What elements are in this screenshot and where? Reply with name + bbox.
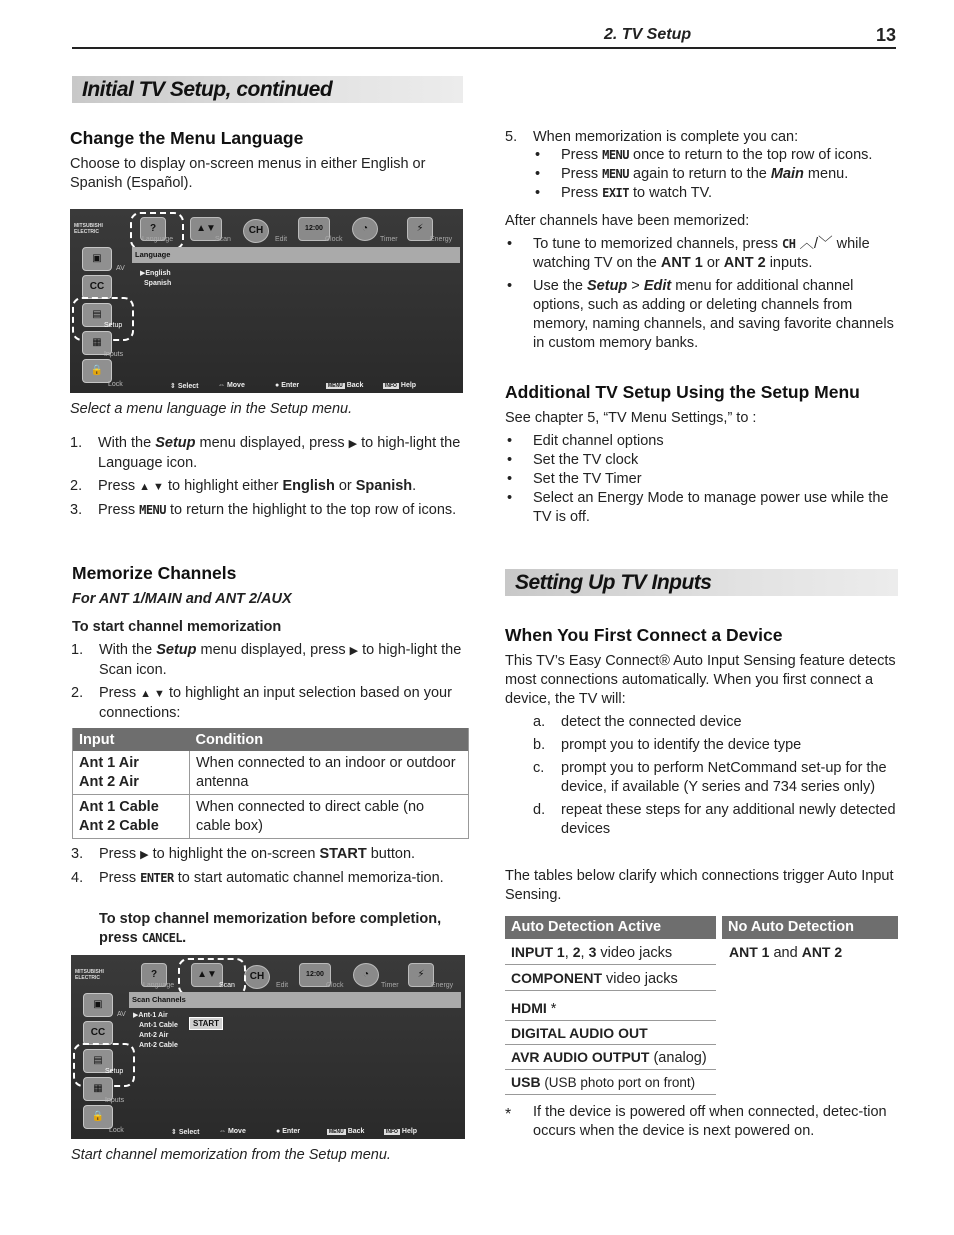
connect-steps (533, 713, 900, 843)
list-item: a. detect the connected device (533, 714, 742, 730)
timer-icon: ◔ (352, 217, 378, 241)
highlight-language (130, 212, 184, 250)
option-english: ▶English (140, 270, 171, 277)
right-arrow-icon: ▶ (140, 849, 149, 861)
up-down-arrow-icon: ▲ ▼ (139, 481, 164, 493)
memorize-step-1: 1. With the Setup menu displayed, press ▶ to high-light the Scan icon. (71, 642, 462, 678)
caption-language: Select a menu language in the Setup menu. (70, 401, 353, 417)
top-label-language: Language (142, 236, 174, 243)
table-row: COMPONENT video jacks (505, 965, 716, 991)
cell-condition: When connected to an indoor or outdoor antenna (190, 751, 469, 795)
cell-input: Ant 1 Air Ant 2 Air (73, 751, 190, 795)
footer-move: ⇔ Move (218, 382, 245, 389)
memorize-steps-a (71, 641, 466, 727)
list-item: • Set the TV clock (507, 452, 639, 468)
table-row (73, 795, 469, 839)
language-steps (70, 434, 465, 524)
side-label-setup: Setup (104, 322, 123, 329)
list-item: b. prompt you to identify the device type (533, 737, 802, 753)
section-banner-initial-setup: Initial TV Setup, continued (72, 76, 463, 103)
scan-channels-bar: Scan Channels (129, 992, 461, 1008)
footnote: If the device is powered off when connected, detec-tion occurs when the device is next powered on. (533, 1104, 887, 1139)
option-ant1-air: ▶Ant-1 Air (133, 1012, 168, 1019)
language-bar: Language (132, 247, 460, 263)
table-row: DIGITAL AUDIO OUT (505, 1021, 716, 1045)
right-arrow-icon: ▶ (349, 645, 359, 657)
cc-icon: CC (82, 275, 112, 299)
table-row: USB (USB photo port on front) (505, 1070, 716, 1095)
language-step-3: 3. Press MENU to return the highlight to the top row of icons. (70, 502, 457, 518)
side-label-lock: Lock (109, 1127, 124, 1134)
edit-icon: CH (244, 965, 270, 989)
timer-icon: ◔ (353, 963, 379, 987)
memorize-step-2: 2. Press ▲ ▼ to highlight an input selection based on your connections: (71, 685, 452, 721)
memorize-step-4: 4. Press ENTER to start automatic channel memoriza-tion. (71, 870, 444, 886)
list-item: • Select an Energy Mode to manage power use while the TV is off. (507, 490, 889, 525)
inputs-icon: ▦ (82, 331, 112, 355)
side-label-setup: Setup (105, 1068, 124, 1075)
option-ant2-air: Ant-2 Air (139, 1032, 169, 1039)
language-icon: ? (140, 217, 166, 241)
header-no-auto-detection: No Auto Detection (722, 916, 898, 939)
setup-menu-language-screenshot (70, 209, 463, 393)
stop-memorization-note: To stop channel memorization before completion, press CANCEL. (99, 911, 442, 946)
memorize-steps-b (71, 845, 466, 892)
footer-enter: ● Enter (275, 382, 300, 389)
top-label-scan: Scan (215, 236, 231, 243)
cell-condition: When connected to direct cable (no cable box) (190, 795, 469, 839)
scan-icon: ▲▼ (190, 217, 222, 241)
list-item: • Set the TV Timer (507, 471, 642, 487)
table-row: AVR AUDIO OUTPUT (analog) (505, 1045, 716, 1070)
clock-icon: 12:00 (298, 217, 330, 241)
av-icon: ▣ (82, 247, 112, 271)
setup-icon: ▤ (83, 1049, 113, 1073)
chevron-down-icon: ﹀ (818, 236, 833, 252)
no-detection-ant: ANT 1 and ANT 2 (729, 944, 843, 961)
table-row: INPUT 1, 2, 3 video jacks (505, 940, 716, 965)
side-label-av: AV (116, 265, 125, 272)
language-step-1: 1. With the Setup menu displayed, press ▶ to high-light the Language icon. (70, 435, 461, 471)
heading-first-connect: When You First Connect a Device (505, 625, 783, 645)
setup-icon: ▤ (82, 303, 112, 327)
header-input: Input (73, 728, 190, 751)
language-step-2: 2. Press ▲ ▼ to highlight either English or Spanish. (70, 478, 417, 494)
energy-icon: ⚡ (408, 963, 434, 987)
page-number: 13 (876, 25, 897, 45)
header-condition: Condition (190, 728, 469, 751)
step5-bullets (533, 146, 903, 203)
table-row: HDMI * (505, 991, 716, 1021)
top-label-timer: Timer (380, 236, 398, 243)
footer-help: INFO Help (385, 382, 417, 389)
option-ant1-cable: Ant-1 Cable (139, 1022, 178, 1029)
mitsubishi-logo: MITSUBISHI ELECTRIC (74, 223, 103, 235)
top-label-energy: Energy (431, 982, 454, 989)
list-item: • Edit channel options (507, 433, 664, 449)
option-spanish: Spanish (144, 280, 172, 287)
up-down-arrow-icon: ▲ ▼ (140, 688, 165, 700)
language-icon: ? (141, 963, 167, 987)
list-item: • To tune to memorized channels, press CH ︿/﹀ while watching TV on the ANT 1 or ANT 2 inputs. (507, 236, 870, 271)
table-row (73, 751, 469, 795)
lock-icon: 🔒 (82, 359, 112, 383)
setup-menu-scan-screenshot (71, 955, 465, 1139)
option-ant2-cable: Ant-2 Cable (139, 1042, 178, 1049)
start-button: START (189, 1017, 223, 1030)
footer-enter: ● Enter (276, 1128, 301, 1135)
additional-list (505, 432, 900, 527)
chevron-up-icon: ︿ (799, 236, 815, 252)
header-auto-detection: Auto Detection Active (505, 916, 716, 939)
heading-memorize-channels: Memorize Channels (72, 563, 237, 583)
top-label-edit: Edit (276, 982, 289, 989)
footer-select: ⇕ Select (171, 1129, 200, 1136)
side-label-lock: Lock (108, 381, 123, 388)
side-label-inputs: Inputs (105, 1097, 125, 1104)
list-item: • Press MENU again to return to the Main menu. (535, 166, 849, 182)
top-label-language: Language (143, 982, 175, 989)
heading-additional-setup: Additional TV Setup Using the Setup Menu (505, 382, 860, 402)
input-condition-table (72, 728, 469, 839)
heading-change-menu-language: Change the Menu Language (70, 128, 304, 148)
footer-help: INFO Help (386, 1128, 418, 1135)
footnote-asterisk: * (505, 1106, 512, 1123)
cell-input: Ant 1 Cable Ant 2 Cable (73, 795, 190, 839)
chapter-title: 2. TV Setup (604, 26, 692, 43)
header-rule (72, 47, 896, 49)
inputs-icon: ▦ (83, 1077, 113, 1101)
top-label-energy: Energy (430, 236, 453, 243)
list-item: c. prompt you to perform NetCommand set-up for the device, if available (Y series and 734 series only) (533, 760, 887, 795)
energy-icon: ⚡ (407, 217, 433, 241)
clock-icon: 12:00 (299, 963, 331, 987)
to-start-memorization: To start channel memorization (72, 619, 282, 635)
cc-icon: CC (83, 1021, 113, 1045)
top-label-timer: Timer (381, 982, 399, 989)
top-label-clock: Clock (326, 982, 344, 989)
edit-icon: CH (243, 219, 269, 243)
caption-scan: Start channel memorization from the Setup menu. (71, 1147, 391, 1163)
list-item: • Press MENU once to return to the top row of icons. (535, 147, 873, 163)
av-icon: ▣ (83, 993, 113, 1017)
footer-select: ⇕ Select (170, 383, 199, 390)
after-memorized: After channels have been memorized: (505, 213, 750, 229)
top-label-clock: Clock (325, 236, 343, 243)
connect-intro: This TV’s Easy Connect® Auto Input Sensing feature detects most connections automatically. When you first connect a device, the TV will: (505, 653, 896, 707)
memorize-step-5: 5. When memorization is complete you can: (505, 129, 799, 145)
list-item: d. repeat these steps for any additional newly detected devices (533, 802, 896, 837)
lock-icon: 🔒 (83, 1105, 113, 1129)
list-item: • Press EXIT to watch TV. (535, 185, 713, 201)
side-label-inputs: Inputs (104, 351, 124, 358)
memorize-subheading: For ANT 1/MAIN and ANT 2/AUX (72, 591, 292, 607)
mitsubishi-logo: MITSUBISHI ELECTRIC (75, 969, 104, 981)
side-label-av: AV (117, 1011, 126, 1018)
tables-intro: The tables below clarify which connections trigger Auto Input Sensing. (505, 868, 894, 903)
after-bullets (505, 235, 900, 357)
footer-back: MENU Back (329, 1128, 365, 1135)
memorize-step-5-list (505, 128, 900, 147)
footer-back: MENU Back (328, 382, 364, 389)
right-arrow-icon: ▶ (348, 438, 358, 450)
top-label-edit: Edit (275, 236, 288, 243)
top-label-scan: Scan (219, 982, 235, 989)
list-item: • Use the Setup > Edit menu for additional channel options, such as adding or deleting channels from memory, naming channels, and saving favorite channels in custom memory banks. (507, 278, 894, 351)
table-header (73, 728, 469, 751)
scan-icon: ▲▼ (191, 963, 223, 987)
section-banner-tv-inputs: Setting Up TV Inputs (505, 569, 898, 596)
footer-move: ⇔ Move (219, 1128, 246, 1135)
additional-intro: See chapter 5, “TV Menu Settings,” to : (505, 410, 757, 426)
memorize-step-3: 3. Press ▶ to highlight the on-screen START button. (71, 846, 416, 862)
highlight-scan (178, 958, 246, 996)
menu-language-intro: Choose to display on-screen menus in either English or Spanish (Español). (70, 156, 426, 191)
